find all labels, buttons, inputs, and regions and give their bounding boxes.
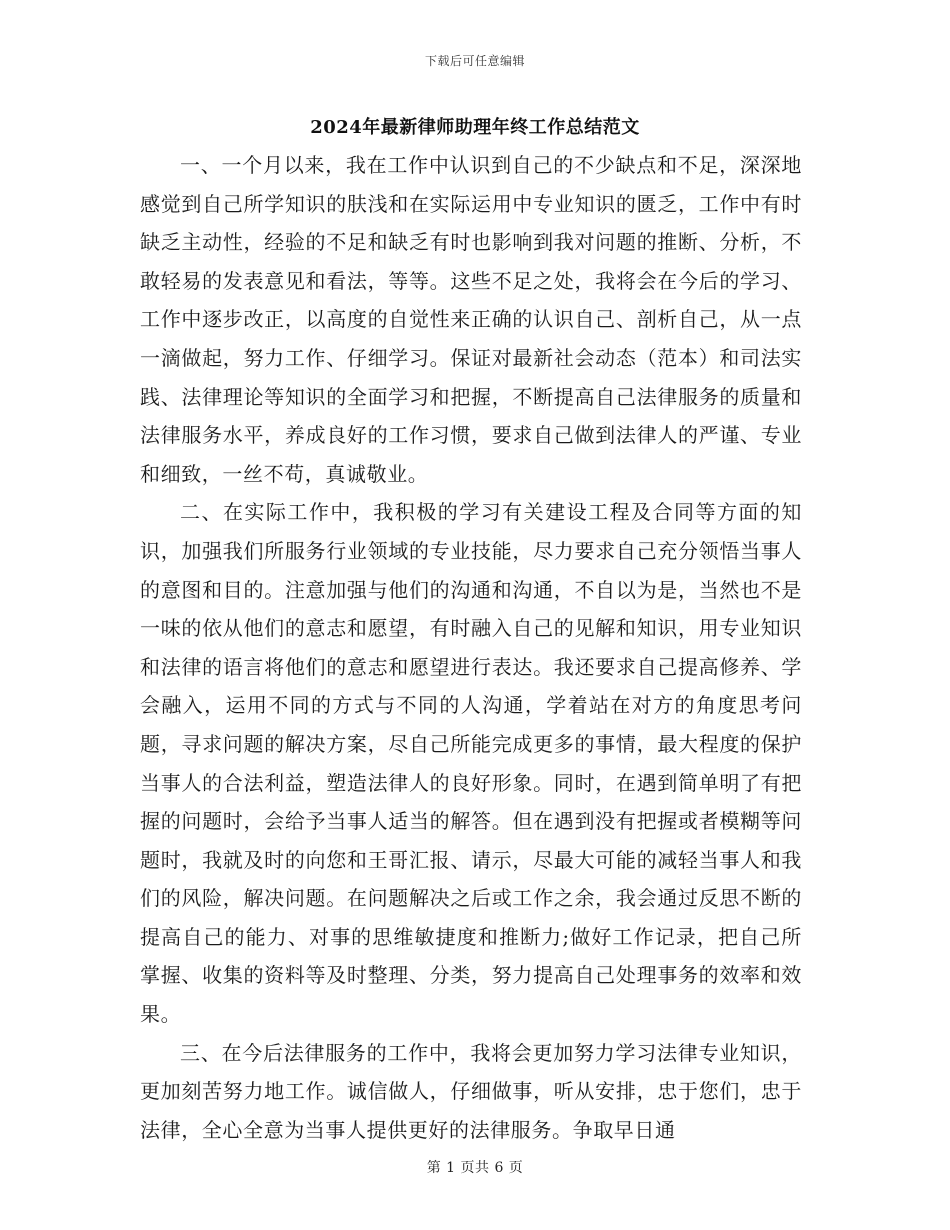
page-indicator: 第 1 页共 6 页	[426, 1160, 524, 1176]
paragraph-1: 一、一个月以来，我在工作中认识到自己的不少缺点和不足，深深地感觉到自己所学知识的肤浅和在实际运用中专业知识的匮乏，工作中有时缺乏主动性，经验的不足和缺乏有时也影响到我对问题的推断、分析，不敢轻易的发表意见和看法，等等。这些不足之处，我将会在今后的学习、工作中逐步改正，以高度的自觉性来正确的认识自己、剖析自己，从一点一滴做起，努力工作、仔细学习。保证对最新社会动态（范本）和司法实践、法律理论等知识的全面学习和把握，不断提高自己法律服务的质量和法律服务水平，养成良好的工作习惯，要求自己做到法律人的严谨、专业和细致，一丝不苟，真诚敬业。	[140, 153, 802, 486]
document-body	[140, 146, 802, 1149]
paragraph-3: 三、在今后法律服务的工作中，我将会更加努力学习法律专业知识，更加刻苦努力地工作。诚信做人，仔细做事，听从安排，忠于您们，忠于法律，全心全意为当事人提供更好的法律服务。争取早日通	[140, 1040, 802, 1142]
header-note: 下载后可任意编辑	[424, 54, 525, 68]
paragraph-2: 二、在实际工作中，我积极的学习有关建设工程及合同等方面的知识，加强我们所服务行业领域的专业技能，尽力要求自己充分领悟当事人的意图和目的。注意加强与他们的沟通和沟通，不自以为是，当然也不是一味的依从他们的意志和愿望，有时融入自己的见解和知识，用专业知识和法律的语言将他们的意志和愿望进行表达。我还要求自己提高修养、学会融入，运用不同的方式与不同的人沟通，学着站在对方的角度思考问题，寻求问题的解决方案，尽自己所能完成更多的事情，最大程度的保护当事人的合法利益，塑造法律人的良好形象。同时，在遇到简单明了有把握的问题时，会给予当事人适当的解答。但在遇到没有把握或者模糊等问题时，我就及时的向您和王哥汇报、请示，尽最大可能的减轻当事人和我们的风险，解决问题。在问题解决之后或工作之余，我会通过反思不断的提高自己的能力、对事的思维敏捷度和推断力;做好工作记录，把自己所掌握、收集的资料等及时整理、分类，努力提高自己处理事务的效率和效果。	[140, 500, 802, 1027]
document-title: 2024年最新律师助理年终工作总结范文	[310, 117, 640, 138]
